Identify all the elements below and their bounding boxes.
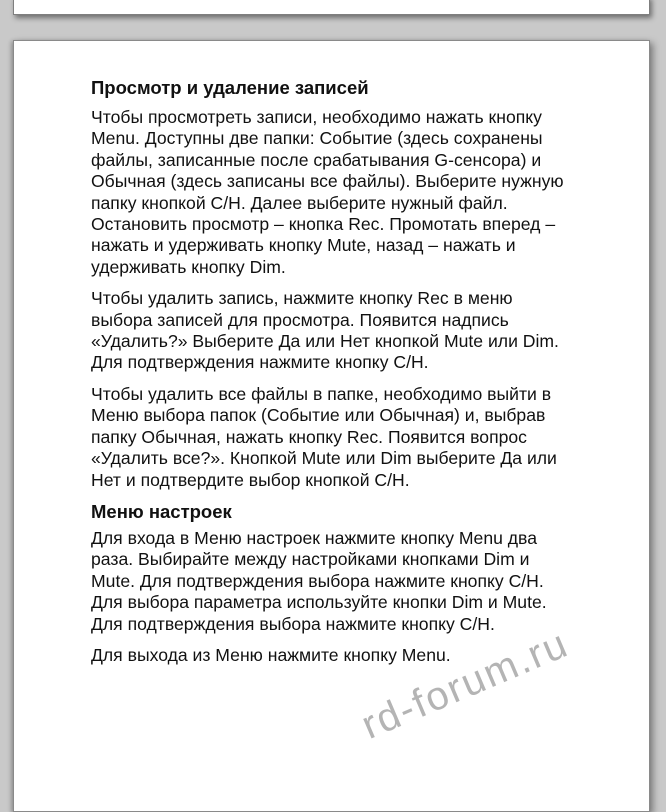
paragraph-settings-menu: Для входа в Меню настроек нажмите кнопку Menu два раза. Выбирайте между настройками кнопками Dim и Mute. Для подтверждения выбора нажмите кнопку C/H. Для выбора параметра используйте кнопки Dim и Mute. Для подтверждения выбора нажмите кнопку C/H.	[91, 527, 547, 634]
section-heading-view-delete: Просмотр и удаление записей	[91, 77, 369, 98]
section-heading-settings-menu: Меню настроек	[91, 500, 232, 522]
document-page	[13, 40, 650, 812]
paragraph-view-records: Чтобы просмотреть записи, необходимо нажать кнопку Menu. Доступны две папки: Событие (здесь сохранены файлы, записанные после срабатывания G-сенсора) и Обычная (здесь записаны все файлы). Выберите нужную папку кнопкой C/H. Далее выберите нужный файл. Остановить просмотр – кнопка Rec. Промотать вперед – нажать и удерживать кнопку Mute, назад – нажать и удерживать кнопку Dim.	[91, 107, 564, 277]
paragraph-exit-menu: Для выхода из Меню нажмите кнопку Menu.	[91, 644, 451, 665]
watermark: rd-forum.ru	[355, 621, 575, 748]
paragraph-delete-record: Чтобы удалить запись, нажмите кнопку Rec в меню выбора записей для просмотра. Появится надпись «Удалить?» Выберите Да или Нет кнопкой Mute или Dim. Для подтверждения нажмите кнопку C/H.	[91, 288, 559, 373]
paragraph-delete-all-files: Чтобы удалить все файлы в папке, необходимо выйти в Меню выбора папок (Событие или Обычная) и, выбрав папку Обычная, нажать кнопку Rec. Появится вопрос «Удалить все?». Кнопкой Mute или Dim выберите Да или Нет и подтвердите выбор кнопкой C/H.	[91, 383, 557, 490]
previous-page-fragment	[13, 0, 650, 15]
page-content	[91, 77, 631, 676]
